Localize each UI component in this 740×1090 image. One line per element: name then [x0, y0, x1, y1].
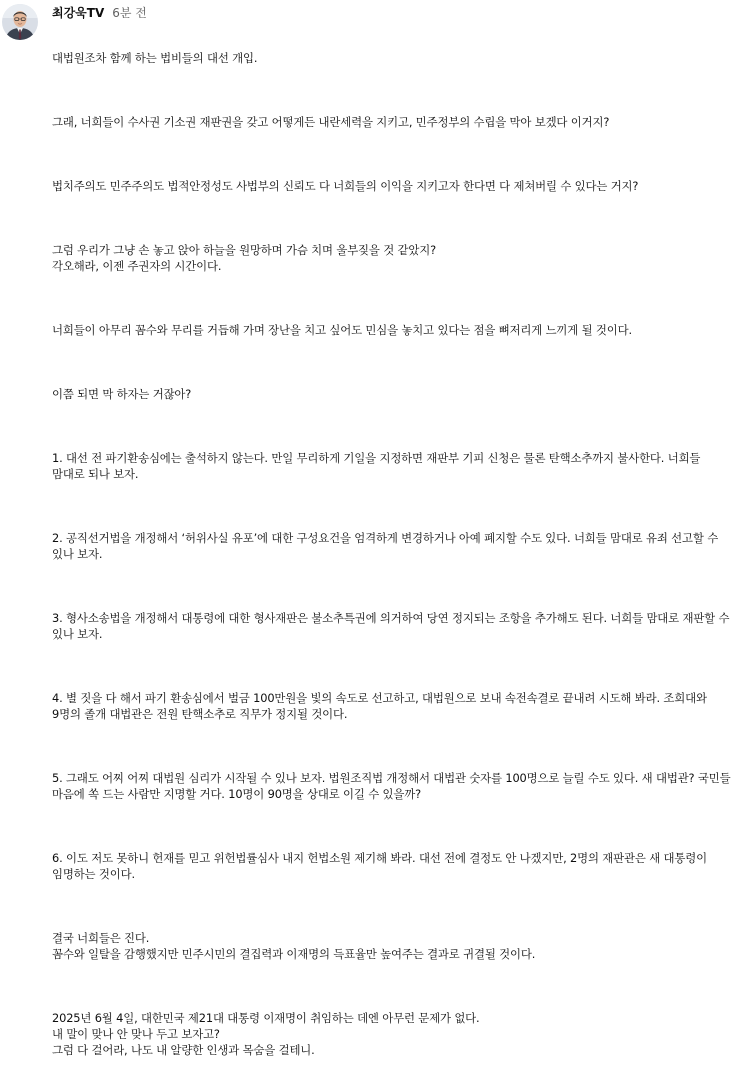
post-paragraph: 2025년 6월 4일, 대한민국 제21대 대통령 이재명이 취임하는 데엔 아무런 문제가 없다. 내 말이 맞나 안 맞나 두고 보자고? 그럼 다 걸어라, 나도 내 알량한 인생과 목숨을 걸테니.	[52, 1011, 480, 1057]
post-paragraph: 이쯤 되면 막 하자는 거잖아?	[52, 387, 192, 401]
post-body	[52, 18, 732, 1090]
post-list-item-4: 4. 별 짓을 다 해서 파기 환송심에서 벌금 100만원을 빛의 속도로 선고하고, 대법원으로 보내 속전속결로 끝내려 시도해 봐라. 조희대와 9명의 졸개 대법관은 전원 탄핵소추로 직무가 정지될 것이다.	[52, 691, 711, 721]
author-avatar[interactable]	[2, 4, 38, 40]
post-timestamp[interactable]: 6분 전	[112, 6, 147, 20]
post-paragraph: 대법원조차 함께 하는 법비들의 대선 개입.	[52, 51, 258, 65]
post-list-item-3: 3. 형사소송법을 개정해서 대통령에 대한 형사재판은 불소추특권에 의거하여 당연 정지되는 조항을 추가해도 된다. 너희들 맘대로 재판할 수 있나 보자.	[52, 611, 733, 641]
profile-photo-icon	[2, 4, 38, 40]
author-name[interactable]: 최강욱TV	[52, 6, 105, 20]
post-list-item-6: 6. 이도 저도 못하니 헌재를 믿고 위헌법률심사 내지 헌법소원 제기해 봐라. 대선 전에 결정도 안 나겠지만, 2명의 재판관은 새 대통령이 임명하는 것이다.	[52, 851, 711, 881]
post-paragraph: 너희들이 아무리 꼼수와 무리를 거듭해 가며 장난을 치고 싶어도 민심을 놓치고 있다는 점을 뼈저리게 느끼게 될 것이다.	[52, 323, 632, 337]
post-list-item-2: 2. 공직선거법을 개정해서 ‘허위사실 유포’에 대한 구성요건을 엄격하게 변경하거나 아예 폐지할 수도 있다. 너희들 맘대로 유죄 선고할 수 있나 보자.	[52, 531, 722, 561]
post-list-item-1: 1. 대선 전 파기환송심에는 출석하지 않는다. 만일 무리하게 기일을 지정하면 재판부 기피 신청은 물론 탄핵소추까지 불사한다. 너희들 맘대로 되나 보자.	[52, 451, 704, 481]
post-list-item-5: 5. 그래도 어찌 어찌 대법원 심리가 시작될 수 있나 보자. 법원조직법 개정해서 대법관 숫자를 100명으로 늘릴 수도 있다. 새 대법관? 국민들 마음에 쏙 드는 사람만 지명할 거다. 10명이 90명을 상대로 이길 수 있을까?	[52, 771, 734, 801]
post-paragraph: 그럼 우리가 그냥 손 놓고 앉아 하늘을 원망하며 가슴 치며 울부짖을 것 같았지? 각오해라, 이젠 주권자의 시간이다.	[52, 243, 437, 273]
post-paragraph: 그래, 너희들이 수사권 기소권 재판권을 갖고 어떻게든 내란세력을 지키고, 민주정부의 수립을 막아 보겠다 이거지?	[52, 115, 610, 129]
post-paragraph: 법치주의도 민주주의도 법적안정성도 사법부의 신뢰도 다 너희들의 이익을 지키고자 한다면 다 제쳐버릴 수 있다는 거지?	[52, 179, 639, 193]
post-paragraph: 결국 너희들은 진다. 꼼수와 일탈을 감행했지만 민주시민의 결집력과 이재명의 득표율만 높여주는 결과로 귀결될 것이다.	[52, 931, 536, 961]
